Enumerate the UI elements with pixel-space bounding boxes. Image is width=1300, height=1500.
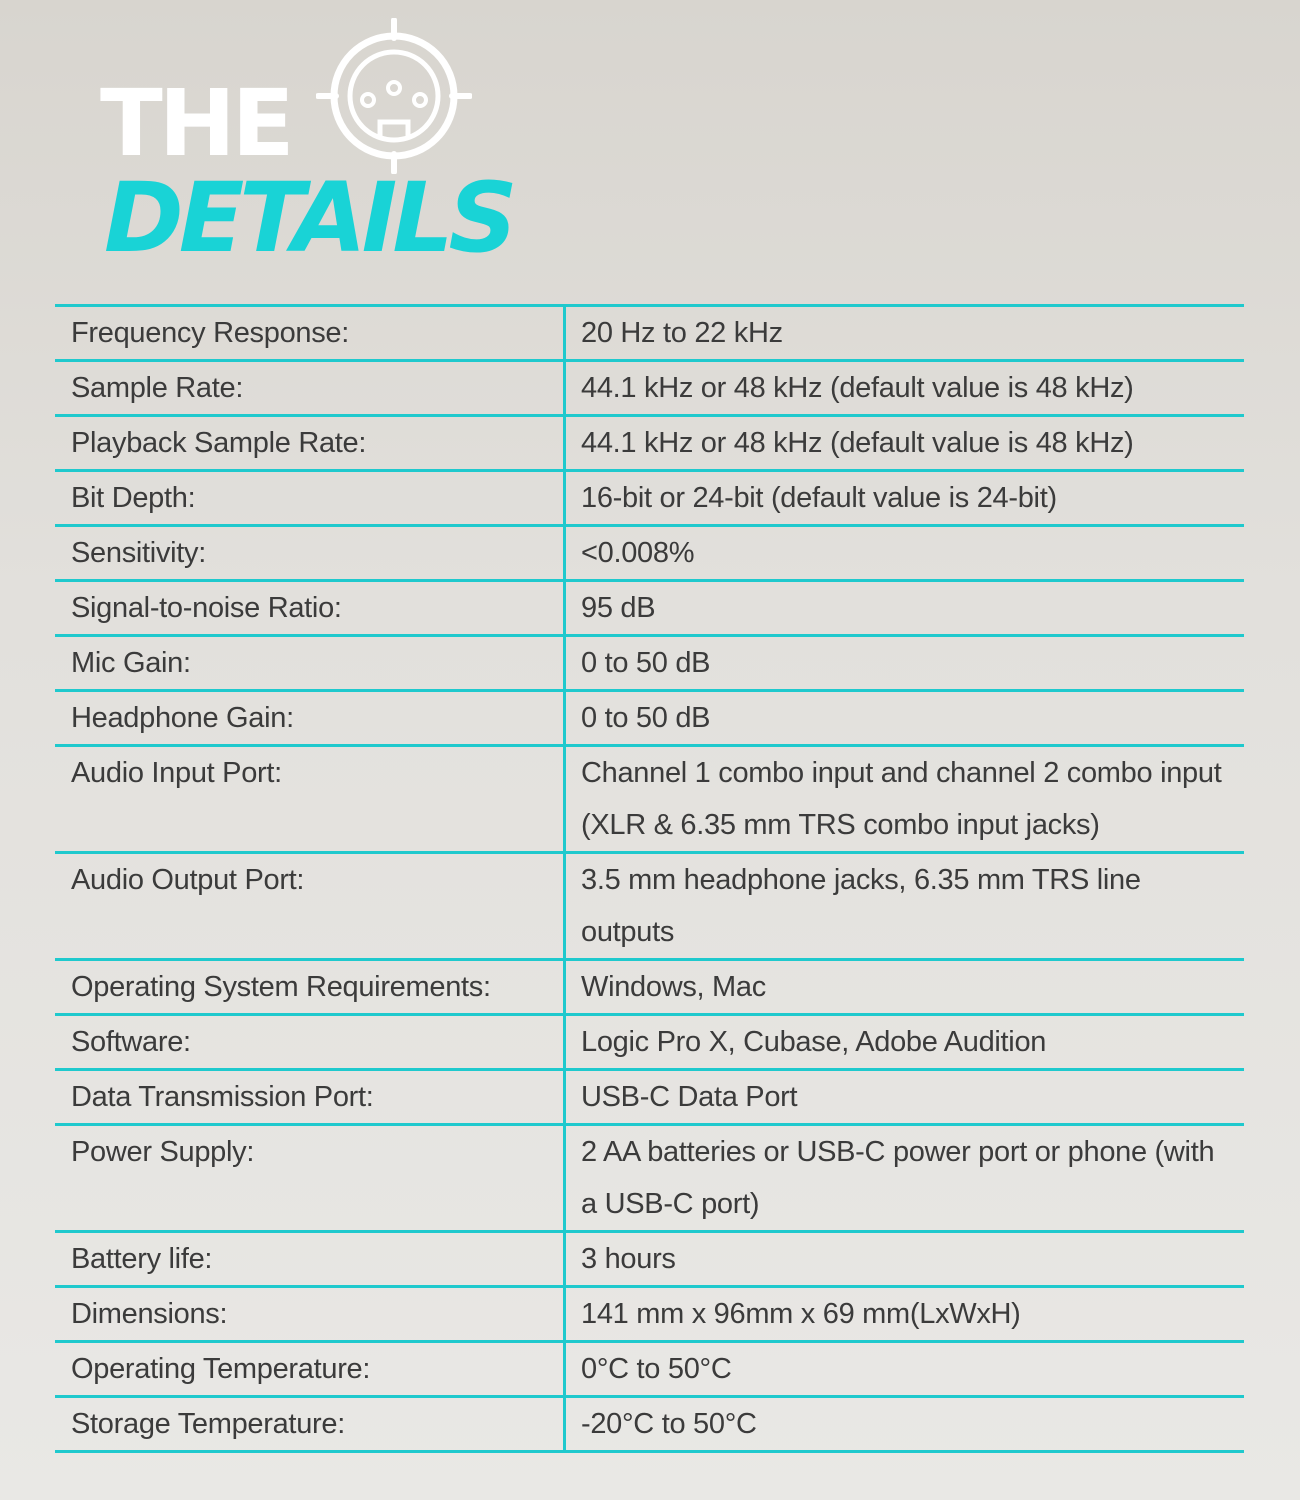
spec-value: -20°C to 50°C (565, 1397, 1245, 1452)
spec-row (55, 691, 1244, 746)
spec-row (55, 960, 1244, 1015)
spec-label: Audio Output Port: (55, 853, 565, 960)
spec-row (55, 1015, 1244, 1070)
spec-value: 20 Hz to 22 kHz (565, 306, 1245, 361)
spec-label: Storage Temperature: (55, 1397, 565, 1452)
spec-label: Playback Sample Rate: (55, 416, 565, 471)
spec-value: 95 dB (565, 581, 1245, 636)
spec-row (55, 1397, 1244, 1452)
spec-value: Windows, Mac (565, 960, 1245, 1015)
spec-value: 0 to 50 dB (565, 636, 1245, 691)
spec-value: 2 AA batteries or USB-C power port or phone (with a USB-C port) (565, 1125, 1245, 1232)
spec-value: 44.1 kHz or 48 kHz (default value is 48 kHz) (565, 361, 1245, 416)
spec-value: Channel 1 combo input and channel 2 combo input (XLR & 6.35 mm TRS combo input jacks) (565, 746, 1245, 853)
xlr-connector-crosshair-icon (316, 18, 472, 174)
spec-row (55, 853, 1244, 960)
spec-value: 141 mm x 96mm x 69 mm(LxWxH) (565, 1287, 1245, 1342)
spec-row (55, 306, 1244, 361)
spec-row (55, 526, 1244, 581)
spec-label: Bit Depth: (55, 471, 565, 526)
spec-table (55, 304, 1244, 1453)
spec-row (55, 1342, 1244, 1397)
spec-table-body (55, 306, 1244, 1452)
spec-label: Operating Temperature: (55, 1342, 565, 1397)
spec-row (55, 1287, 1244, 1342)
spec-value: Logic Pro X, Cubase, Adobe Audition (565, 1015, 1245, 1070)
spec-label: Audio Input Port: (55, 746, 565, 853)
spec-label: Sensitivity: (55, 526, 565, 581)
spec-label: Headphone Gain: (55, 691, 565, 746)
spec-value: 0 to 50 dB (565, 691, 1245, 746)
spec-row (55, 1125, 1244, 1232)
spec-label: Battery life: (55, 1232, 565, 1287)
spec-value: USB-C Data Port (565, 1070, 1245, 1125)
spec-label: Signal-to-noise Ratio: (55, 581, 565, 636)
spec-row (55, 1070, 1244, 1125)
spec-row (55, 416, 1244, 471)
spec-value: <0.008% (565, 526, 1245, 581)
spec-label: Power Supply: (55, 1125, 565, 1232)
spec-label: Operating System Requirements: (55, 960, 565, 1015)
spec-row (55, 636, 1244, 691)
spec-label: Frequency Response: (55, 306, 565, 361)
spec-row (55, 746, 1244, 853)
spec-label: Mic Gain: (55, 636, 565, 691)
spec-label: Dimensions: (55, 1287, 565, 1342)
spec-row (55, 1232, 1244, 1287)
title-details: DETAILS (104, 162, 513, 274)
spec-row (55, 581, 1244, 636)
title-block (100, 18, 520, 274)
spec-value: 16-bit or 24-bit (default value is 24-bit) (565, 471, 1245, 526)
spec-value: 3.5 mm headphone jacks, 6.35 mm TRS line outputs (565, 853, 1245, 960)
spec-value: 3 hours (565, 1232, 1245, 1287)
spec-label: Data Transmission Port: (55, 1070, 565, 1125)
spec-value: 0°C to 50°C (565, 1342, 1245, 1397)
spec-row (55, 361, 1244, 416)
spec-label: Software: (55, 1015, 565, 1070)
spec-label: Sample Rate: (55, 361, 565, 416)
title-the: THE (100, 70, 291, 177)
spec-value: 44.1 kHz or 48 kHz (default value is 48 kHz) (565, 416, 1245, 471)
spec-row (55, 471, 1244, 526)
